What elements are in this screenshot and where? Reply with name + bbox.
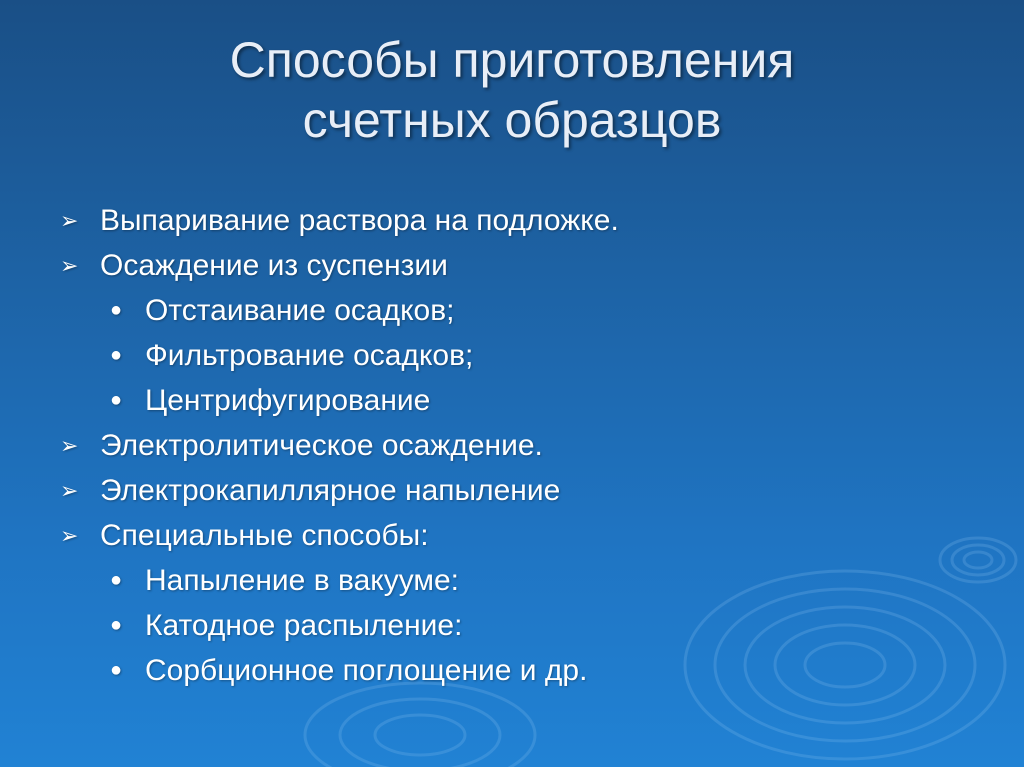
list-item [58, 423, 998, 468]
list-subitem [58, 288, 998, 333]
list-item-text: Осаждение из суспензии [100, 249, 448, 282]
list-subitem [58, 648, 998, 693]
dot-bullet-icon: ● [110, 659, 123, 681]
list-item-text: Специальные способы: [100, 519, 429, 552]
title-line-2: счетных образцов [302, 92, 722, 148]
list-subitem-text: Напыление в вакууме: [145, 564, 460, 597]
slide-title [0, 30, 1024, 150]
list-subitem [58, 378, 998, 423]
list-subitem [58, 558, 998, 603]
list-subitem [58, 333, 998, 378]
arrowhead-bullet-icon: ➢ [60, 433, 79, 458]
arrowhead-bullet-icon: ➢ [60, 478, 79, 503]
dot-bullet-icon: ● [110, 569, 123, 591]
dot-bullet-icon: ● [110, 614, 123, 636]
list-subitem-text: Фильтрование осадков; [145, 339, 474, 372]
dot-bullet-icon: ● [110, 389, 123, 411]
list-item [58, 513, 998, 558]
arrowhead-bullet-icon: ➢ [60, 523, 79, 548]
arrowhead-bullet-icon: ➢ [60, 208, 79, 233]
arrowhead-bullet-icon: ➢ [60, 253, 79, 278]
list-item [58, 243, 998, 288]
list-item-text: Электрокапиллярное напыление [100, 474, 561, 507]
list-subitem-text: Сорбционное поглощение и др. [145, 654, 588, 687]
list-item [58, 468, 998, 513]
list-item-text: Выпаривание раствора на подложке. [100, 204, 619, 237]
list-subitem-text: Катодное распыление: [145, 609, 463, 642]
list-item-text: Электролитическое осаждение. [100, 429, 543, 462]
dot-bullet-icon: ● [110, 344, 123, 366]
list-subitem [58, 603, 998, 648]
bullet-list [58, 198, 998, 693]
title-line-1: Способы приготовления [229, 32, 795, 88]
dot-bullet-icon: ● [110, 299, 123, 321]
list-item [58, 198, 998, 243]
list-subitem-text: Отстаивание осадков; [145, 294, 455, 327]
list-subitem-text: Центрифугирование [145, 384, 431, 417]
